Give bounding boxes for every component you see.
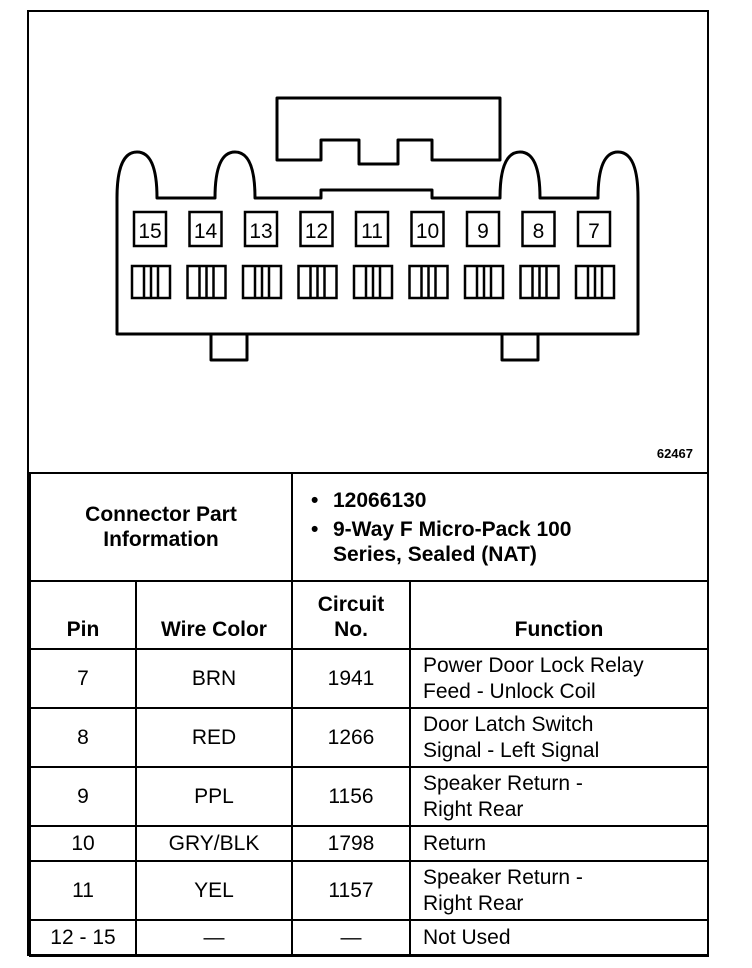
svg-text:14: 14	[193, 220, 218, 243]
svg-text:7: 7	[588, 220, 600, 243]
connector-diagram	[29, 12, 707, 472]
header-function: Function	[410, 581, 708, 649]
pin-label-8	[523, 212, 555, 246]
table-row: 9 PPL 1156 Speaker Return - Right Rear	[30, 767, 708, 826]
terminal-slots	[132, 266, 614, 298]
pin-number-boxes	[134, 212, 610, 246]
terminal-slot	[410, 266, 448, 298]
pin-label-11	[356, 212, 388, 246]
svg-text:10: 10	[415, 220, 440, 243]
terminal-slot	[576, 266, 614, 298]
pin-label-10	[412, 212, 444, 246]
pin-label-13	[245, 212, 277, 246]
terminal-slot	[243, 266, 281, 298]
pin-label-7	[578, 212, 610, 246]
svg-text:8: 8	[532, 220, 545, 243]
terminal-slot	[132, 266, 170, 298]
svg-text:15: 15	[138, 220, 162, 243]
terminal-slot	[299, 266, 337, 298]
terminal-slot	[188, 266, 226, 298]
part-number: • 12066130	[333, 488, 707, 513]
svg-text:9: 9	[477, 220, 489, 243]
terminal-slot	[354, 266, 392, 298]
svg-text:12: 12	[304, 220, 329, 243]
pin-label-14	[190, 212, 222, 246]
pin-label-15	[134, 212, 166, 246]
svg-text:13: 13	[249, 220, 273, 243]
pin-label-9	[467, 212, 499, 246]
table-row: 12 - 15 — — Not Used	[30, 920, 708, 956]
header-pin: Pin	[30, 581, 136, 649]
connector-sheet	[27, 10, 709, 956]
table-row: 8 RED 1266 Door Latch Switch Signal - Left Signal	[30, 708, 708, 767]
table-row: 11 YEL 1157 Speaker Return - Right Rear	[30, 861, 708, 920]
header-wire-color: Wire Color	[136, 581, 292, 649]
connector-info-title: Connector Part Information	[30, 473, 292, 581]
pin-label-12	[301, 212, 333, 246]
figure-id: 62467	[656, 446, 693, 461]
connector-description: • 9-Way F Micro-Pack 100 Series, Sealed (NAT)	[333, 517, 633, 567]
table-row: 7 BRN 1941 Power Door Lock Relay Feed - Unlock Coil	[30, 649, 708, 708]
terminal-slot	[521, 266, 559, 298]
table-row: 10 GRY/BLK 1798 Return	[30, 826, 708, 861]
connector-info-list	[292, 473, 708, 581]
connector-table	[29, 472, 709, 957]
header-circuit-no: Circuit No.	[292, 581, 410, 649]
terminal-slot	[465, 266, 503, 298]
svg-text:11: 11	[361, 220, 383, 243]
